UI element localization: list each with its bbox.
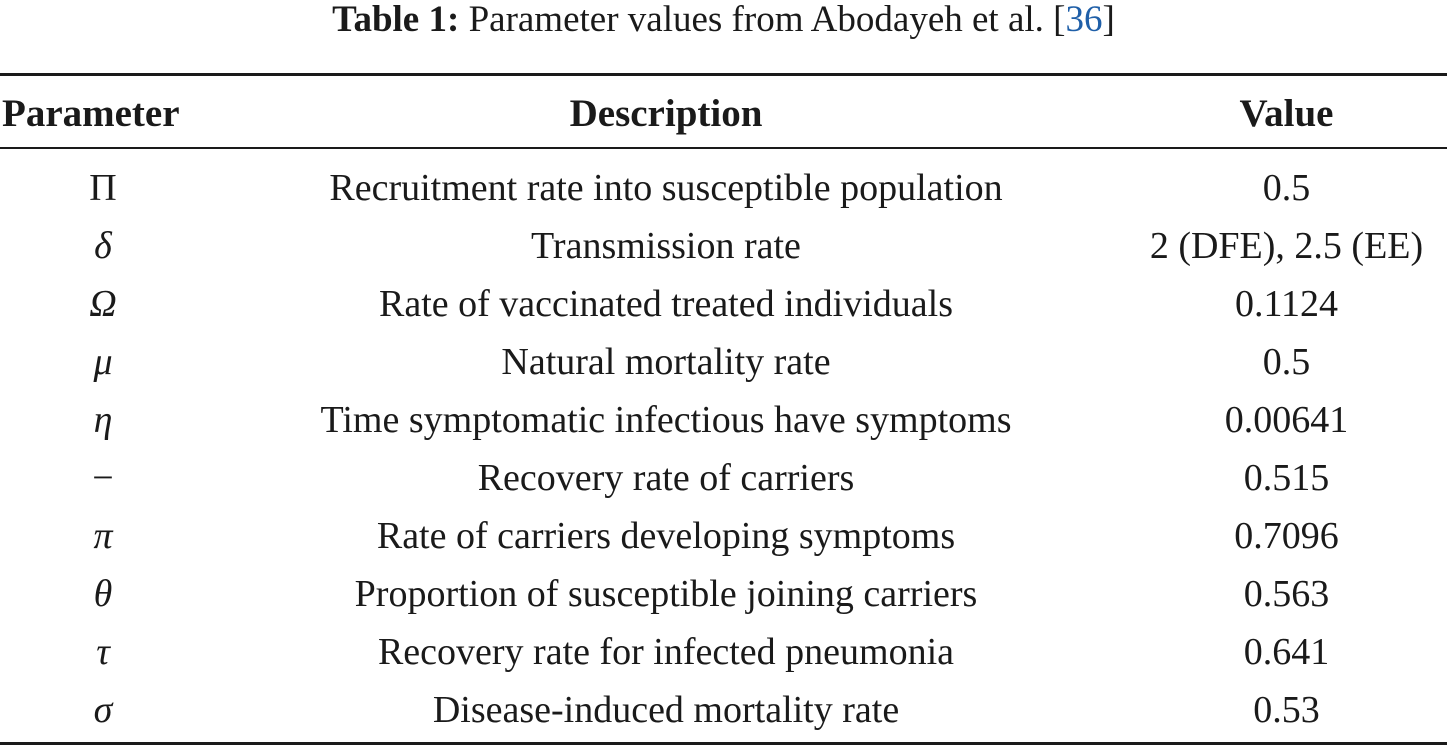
header-value: Value bbox=[1239, 92, 1334, 135]
parameter-description: Rate of carriers developing symptoms bbox=[376, 515, 956, 557]
parameter-value: 0.5 bbox=[1262, 341, 1311, 383]
parameter-symbol: π bbox=[93, 515, 113, 557]
parameter-value: 0.641 bbox=[1243, 631, 1330, 673]
parameter-value: 0.515 bbox=[1243, 457, 1330, 499]
table-row bbox=[0, 681, 1447, 739]
parameter-value: 0.00641 bbox=[1224, 399, 1349, 441]
parameter-symbol: σ bbox=[93, 689, 113, 731]
parameter-symbol: μ bbox=[93, 341, 113, 383]
parameter-symbol: Ω bbox=[89, 283, 117, 325]
parameter-symbol: Π bbox=[89, 167, 117, 209]
parameter-description: Proportion of susceptible joining carriers bbox=[354, 573, 978, 615]
table-header-rule bbox=[0, 147, 1447, 149]
table-label: Table 1: bbox=[332, 0, 460, 40]
parameter-description: Recovery rate for infected pneumonia bbox=[377, 631, 955, 673]
parameter-description: Disease-induced mortality rate bbox=[432, 689, 900, 731]
parameter-symbol: δ bbox=[94, 225, 112, 267]
parameter-value: 0.1124 bbox=[1234, 283, 1339, 325]
parameter-description: Time symptomatic infectious have symptoms bbox=[320, 399, 1012, 441]
table-bottom-rule bbox=[0, 742, 1447, 745]
table-row bbox=[0, 449, 1447, 507]
parameter-description: Recruitment rate into susceptible population bbox=[329, 167, 1003, 209]
caption-text: Parameter values from Abodayeh et al. bbox=[468, 0, 1044, 40]
parameter-description: Transmission rate bbox=[531, 225, 801, 267]
parameter-symbol: θ bbox=[93, 573, 113, 615]
parameter-description: Recovery rate of carriers bbox=[477, 457, 855, 499]
table-row bbox=[0, 507, 1447, 565]
table-row bbox=[0, 275, 1447, 333]
parameter-value: 0.53 bbox=[1253, 689, 1320, 731]
citation-close-bracket: ] bbox=[1102, 0, 1115, 40]
parameter-symbol: − bbox=[92, 457, 114, 499]
table-caption bbox=[0, 0, 1447, 44]
table-header-row bbox=[0, 85, 1447, 143]
table-row bbox=[0, 159, 1447, 217]
parameter-value: 2 (DFE), 2.5 (EE) bbox=[1149, 225, 1424, 267]
table-row bbox=[0, 565, 1447, 623]
parameter-symbol: η bbox=[93, 399, 113, 441]
table-top-rule bbox=[0, 73, 1447, 76]
header-description: Description bbox=[569, 92, 763, 135]
header-parameter: Parameter bbox=[2, 92, 180, 135]
parameter-description: Natural mortality rate bbox=[501, 341, 831, 383]
citation-link[interactable]: 36 bbox=[1065, 0, 1103, 40]
table-row bbox=[0, 391, 1447, 449]
table-row bbox=[0, 623, 1447, 681]
parameter-value: 0.5 bbox=[1262, 167, 1311, 209]
citation-open-bracket: [ bbox=[1053, 0, 1066, 40]
table-row bbox=[0, 217, 1447, 275]
table-row bbox=[0, 333, 1447, 391]
parameter-symbol: τ bbox=[96, 631, 110, 673]
parameter-value: 0.563 bbox=[1243, 573, 1330, 615]
parameter-description: Rate of vaccinated treated individuals bbox=[379, 283, 953, 325]
parameter-value: 0.7096 bbox=[1234, 515, 1339, 557]
